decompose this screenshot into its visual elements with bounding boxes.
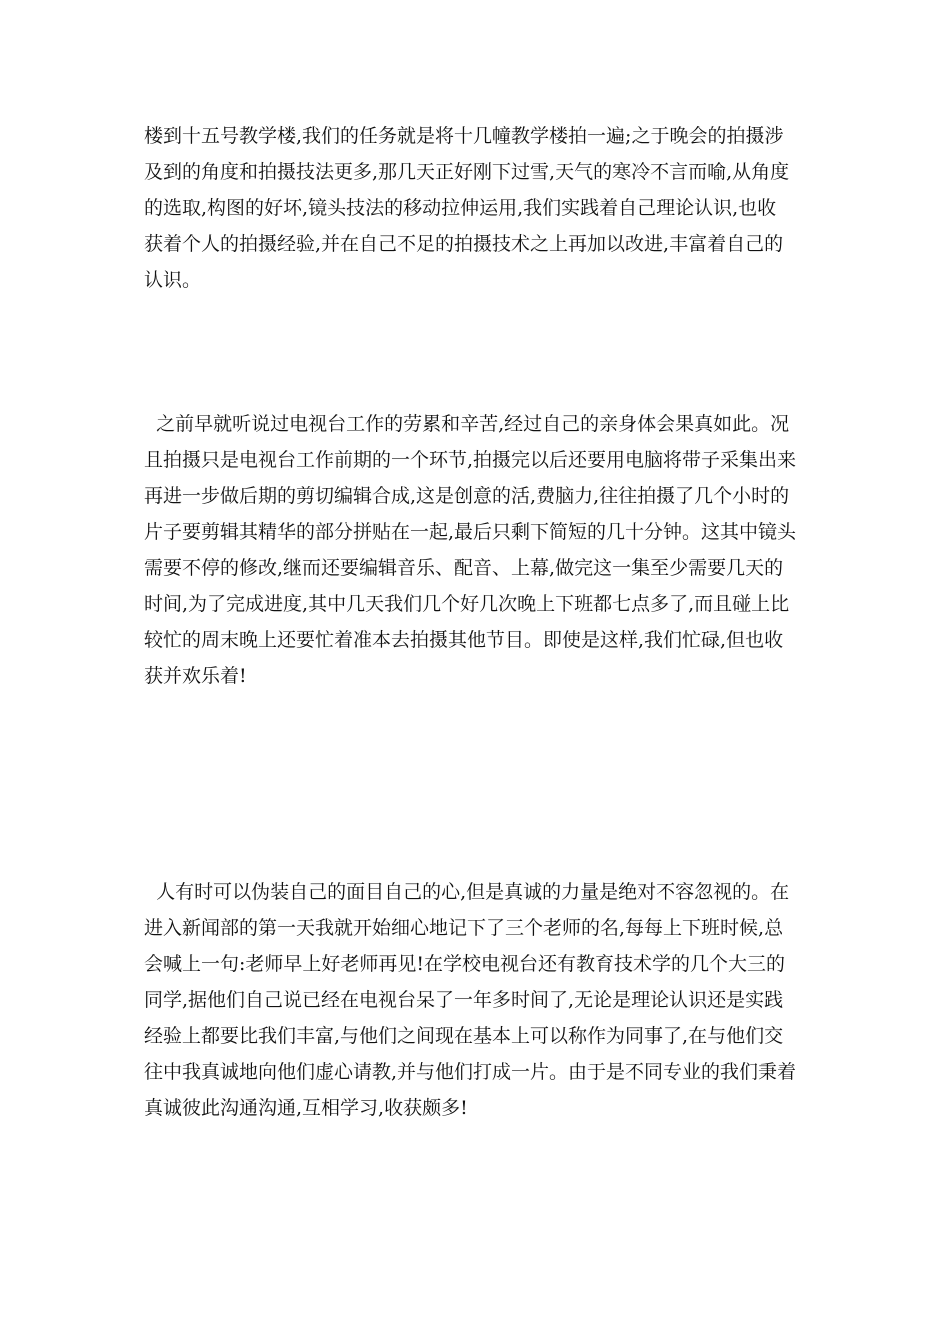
- text-line: 会喊上一句:老师早上好老师再见!在学校电视台还有教育技术学的几个大三的: [144, 953, 786, 975]
- paragraph-3: [144, 874, 814, 1126]
- text-line: 较忙的周末晚上还要忙着准本去拍摄其他节目。即使是这样,我们忙碌,但也收: [144, 629, 784, 651]
- text-line: 人有时可以伪装自己的面目自己的心,但是真诚的力量是绝对不容忽视的。在: [144, 881, 790, 903]
- text-line: 且拍摄只是电视台工作前期的一个环节,拍摄完以后还要用电脑将带子采集出来: [144, 449, 797, 471]
- text-line: 再进一步做后期的剪切编辑合成,这是创意的活,费脑力,往往拍摄了几个小时的: [144, 485, 790, 507]
- text-line: 需要不停的修改,继而还要编辑音乐、配音、上幕,做完这一集至少需要几天的: [144, 557, 784, 579]
- text-line: 片子要剪辑其精华的部分拼贴在一起,最后只剩下简短的几十分钟。这其中镜头: [144, 521, 797, 543]
- paragraph-2: [144, 406, 814, 694]
- paragraph-1: [144, 118, 814, 298]
- text-line: 之前早就听说过电视台工作的劳累和辛苦,经过自己的亲身体会果真如此。况: [144, 413, 790, 435]
- text-line: 同学,据他们自己说已经在电视台呆了一年多时间了,无论是理论认识还是实践: [144, 989, 784, 1011]
- text-line: 的选取,构图的好坏,镜头技法的移动拉伸运用,我们实践着自己理论认识,也收: [144, 197, 777, 219]
- text-line: 楼到十五号教学楼,我们的任务就是将十几幢教学楼拍一遍;之于晚会的拍摄涉: [144, 125, 784, 147]
- text-line: 时间,为了完成进度,其中几天我们几个好几次晚上下班都七点多了,而且碰上比: [144, 593, 790, 615]
- text-line: 经验上都要比我们丰富,与他们之间现在基本上可以称作为同事了,在与他们交: [144, 1025, 784, 1047]
- text-line: 真诚彼此沟通沟通,互相学习,收获颇多!: [144, 1097, 468, 1119]
- text-line: 及到的角度和拍摄技法更多,那几天正好刚下过雪,天气的寒冷不言而喻,从角度: [144, 161, 790, 183]
- text-line: 进入新闻部的第一天我就开始细心地记下了三个老师的名,每每上下班时候,总: [144, 917, 784, 939]
- text-line: 往中我真诚地向他们虚心请教,并与他们打成一片。由于是不同专业的我们秉着: [144, 1061, 797, 1083]
- text-line: 认识。: [144, 269, 202, 291]
- text-line: 获并欢乐着!: [144, 665, 247, 687]
- text-line: 获着个人的拍摄经验,并在自己不足的拍摄技术之上再加以改进,丰富着自己的: [144, 233, 784, 255]
